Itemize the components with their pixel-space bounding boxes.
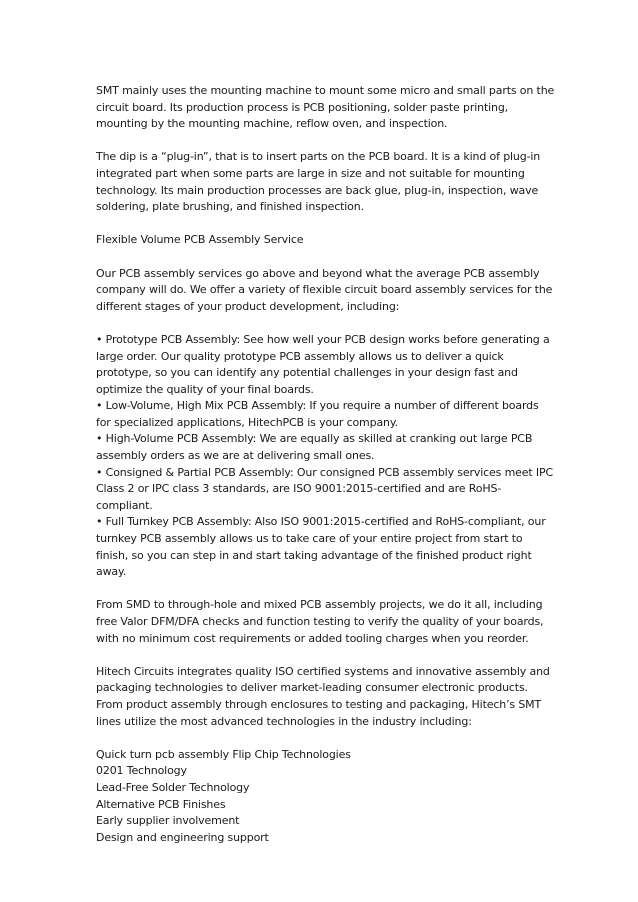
technology-list — [96, 747, 556, 847]
paragraph-hitech: Hitech Circuits integrates quality ISO certified systems and innovative assembly and packaging technologies to deliver market-leading consumer electronic products. From product assembly through enclosures to testing and packaging, Hitech’s SMT lines utilize the most advanced technologies in the industry including: — [96, 664, 550, 728]
tech-item-design-support: Design and engineering support — [96, 830, 269, 844]
paragraph-services: Our PCB assembly services go above and beyond what the average PCB assembly company will do. We offer a variety of flexible circuit board assembly services for the different stages of your product development, including: — [96, 266, 553, 313]
tech-item-lead-free: Lead-Free Solder Technology — [96, 780, 250, 794]
bullet-item-low-volume: • Low-Volume, High Mix PCB Assembly: If you require a number of different boards for specialized applications, HitechPCB is your company. — [96, 399, 539, 429]
tech-item-flip-chip: Quick turn pcb assembly Flip Chip Technologies — [96, 747, 351, 761]
bullet-item-turnkey: • Full Turnkey PCB Assembly: Also ISO 9001:2015-certified and RoHS-compliant, our turnkey PCB assembly allows us to take care of your entire project from start to finish, so you can step in and start taking advantage of the finished product right away. — [96, 515, 546, 579]
service-bullet-list — [96, 332, 556, 581]
paragraph-dip: The dip is a “plug-in”, that is to insert parts on the PCB board. It is a kind of plug-in integrated part when some parts are large in size and not suitable for mounting technology. Its main production processes are back glue, plug-in, inspection, wave soldering, plate brushing, and finished inspection. — [96, 150, 541, 214]
bullet-item-consigned: • Consigned & Partial PCB Assembly: Our consigned PCB assembly services meet IPC Class 2 or IPC class 3 standards, are ISO 9001:2015-certified and are RoHS-compliant. — [96, 465, 553, 512]
tech-item-supplier: Early supplier involvement — [96, 814, 240, 828]
tech-item-pcb-finishes: Alternative PCB Finishes — [96, 797, 226, 811]
paragraph-smt: SMT mainly uses the mounting machine to mount some micro and small parts on the circuit board. Its production process is PCB positioning, solder paste printing, mounting by the mounting machine, reflow oven, and inspection. — [96, 84, 555, 131]
tech-item-0201: 0201 Technology — [96, 764, 187, 778]
bullet-item-prototype: • Prototype PCB Assembly: See how well your PCB design works before generating a large order. Our quality prototype PCB assembly allows us to deliver a quick prototype, so you can identify any potential challenges in your design fast and optimize the quality of your final boards. — [96, 332, 550, 396]
document-page — [96, 83, 556, 863]
heading-flexible-volume: Flexible Volume PCB Assembly Service — [96, 233, 304, 247]
bullet-item-high-volume: • High-Volume PCB Assembly: We are equally as skilled at cranking out large PCB assembly orders as we are at delivering small ones. — [96, 432, 533, 463]
paragraph-smd: From SMD to through-hole and mixed PCB assembly projects, we do it all, including free Valor DFM/DFA checks and function testing to verify the quality of your boards, with no minimum cost requirements or added tooling charges when you reorder. — [96, 598, 544, 645]
